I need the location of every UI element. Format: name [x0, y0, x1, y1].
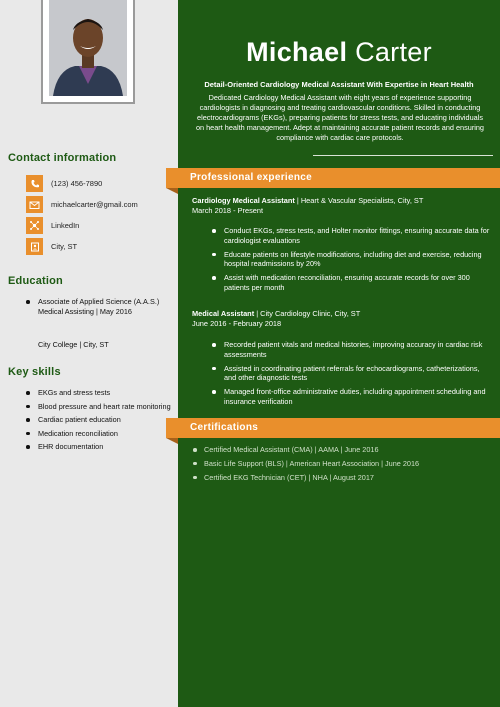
job-role-2: Medical Assistant — [192, 309, 255, 318]
location-text: City, ST — [51, 242, 78, 251]
skill-item: Medication reconciliation — [24, 429, 174, 439]
candidate-name — [178, 37, 500, 68]
job-bullet: Assist with medication reconciliation, ensuring accurate records for over 300 patients per month — [208, 273, 493, 293]
skills-list — [24, 388, 174, 456]
job-employer-1: | Heart & Vascular Specialists, City, ST — [294, 196, 424, 205]
skill-item: EHR documentation — [24, 442, 174, 452]
certifications-list — [192, 445, 492, 486]
skill-item: Cardiac patient education — [24, 415, 174, 425]
linkedin-link[interactable]: LinkedIn — [51, 221, 80, 230]
job-bullet: Educate patients on lifestyle modifications, including diet and exercise, reducing hospital readmissions by 20% — [208, 250, 493, 270]
job-title-2 — [192, 309, 360, 318]
skill-item: EKGs and stress tests — [24, 388, 174, 398]
education-school: City College | City, ST — [38, 340, 109, 349]
phone-text: (123) 456-7890 — [51, 179, 103, 188]
profile-photo — [49, 0, 127, 96]
band-fold — [166, 188, 178, 194]
main-panel — [178, 0, 500, 707]
contact-email — [26, 196, 138, 213]
headline: Detail-Oriented Cardiology Medical Assistant With Expertise in Heart Health — [204, 80, 474, 89]
job-bullet: Managed front-office administrative duties, including appointment scheduling and insurance verification — [208, 387, 493, 407]
contact-section-title: Contact information — [8, 152, 117, 164]
email-icon — [26, 196, 43, 213]
job-bullet: Recorded patient vitals and medical histories, improving accuracy in cardiac risk assessments — [208, 340, 493, 360]
job-employer-2: | City Cardiology Clinic, City, ST — [254, 309, 361, 318]
skills-section-title: Key skills — [8, 366, 61, 378]
contact-location — [26, 238, 77, 255]
job-role-1: Cardiology Medical Assistant — [192, 196, 295, 205]
education-list — [24, 297, 174, 320]
education-section-title: Education — [8, 275, 63, 287]
job-dates-2: June 2016 - February 2018 — [192, 319, 282, 328]
education-degree: Associate of Applied Science (A.A.S.) Medical Assisting | May 2016 — [24, 297, 174, 316]
certifications-header-band — [166, 418, 500, 438]
job-bullets-2 — [208, 340, 493, 411]
certification-item: Certified EKG Technician (CET) | NHA | August 2017 — [192, 473, 492, 483]
first-name: Michael — [246, 37, 348, 67]
network-icon — [26, 217, 43, 234]
job-bullet: Conduct EKGs, stress tests, and Holter monitor fittings, ensuring accurate data for cardiologist evaluations — [208, 226, 493, 246]
job-dates-1: March 2018 - Present — [192, 206, 264, 215]
experience-header-band — [166, 168, 500, 188]
certification-item: Certified Medical Assistant (CMA) | AAMA | June 2016 — [192, 445, 492, 455]
certification-item: Basic Life Support (BLS) | American Heart Association | June 2016 — [192, 459, 492, 469]
profile-photo-frame — [41, 0, 135, 104]
contact-phone — [26, 175, 102, 192]
experience-section-title: Professional experience — [190, 172, 312, 183]
skill-item: Blood pressure and heart rate monitoring — [24, 402, 174, 412]
certifications-section-title: Certifications — [190, 422, 259, 433]
summary: Dedicated Cardiology Medical Assistant with eight years of experience supporting cardiologists in diagnosing and treating cardiovascular conditions. Skilled in conducting electrocardiograms (EKGs), preparing patients for stress tests, and educating individuals on heart health management. Adept at maintaining accurate patient records and ensuring compliance with cardiac care protocols. — [195, 93, 484, 142]
band-fold — [166, 438, 178, 444]
sidebar — [0, 0, 178, 707]
email-text[interactable]: michaelcarter@gmail.com — [51, 200, 138, 209]
last-name: Carter — [355, 37, 432, 67]
job-bullet: Assisted in coordinating patient referrals for echocardiograms, catheterizations, and other diagnostic tests — [208, 364, 493, 384]
job-bullets-1 — [208, 226, 493, 297]
location-icon — [26, 238, 43, 255]
divider — [313, 155, 493, 156]
job-title-1 — [192, 196, 423, 205]
contact-linkedin — [26, 217, 79, 234]
phone-icon — [26, 175, 43, 192]
